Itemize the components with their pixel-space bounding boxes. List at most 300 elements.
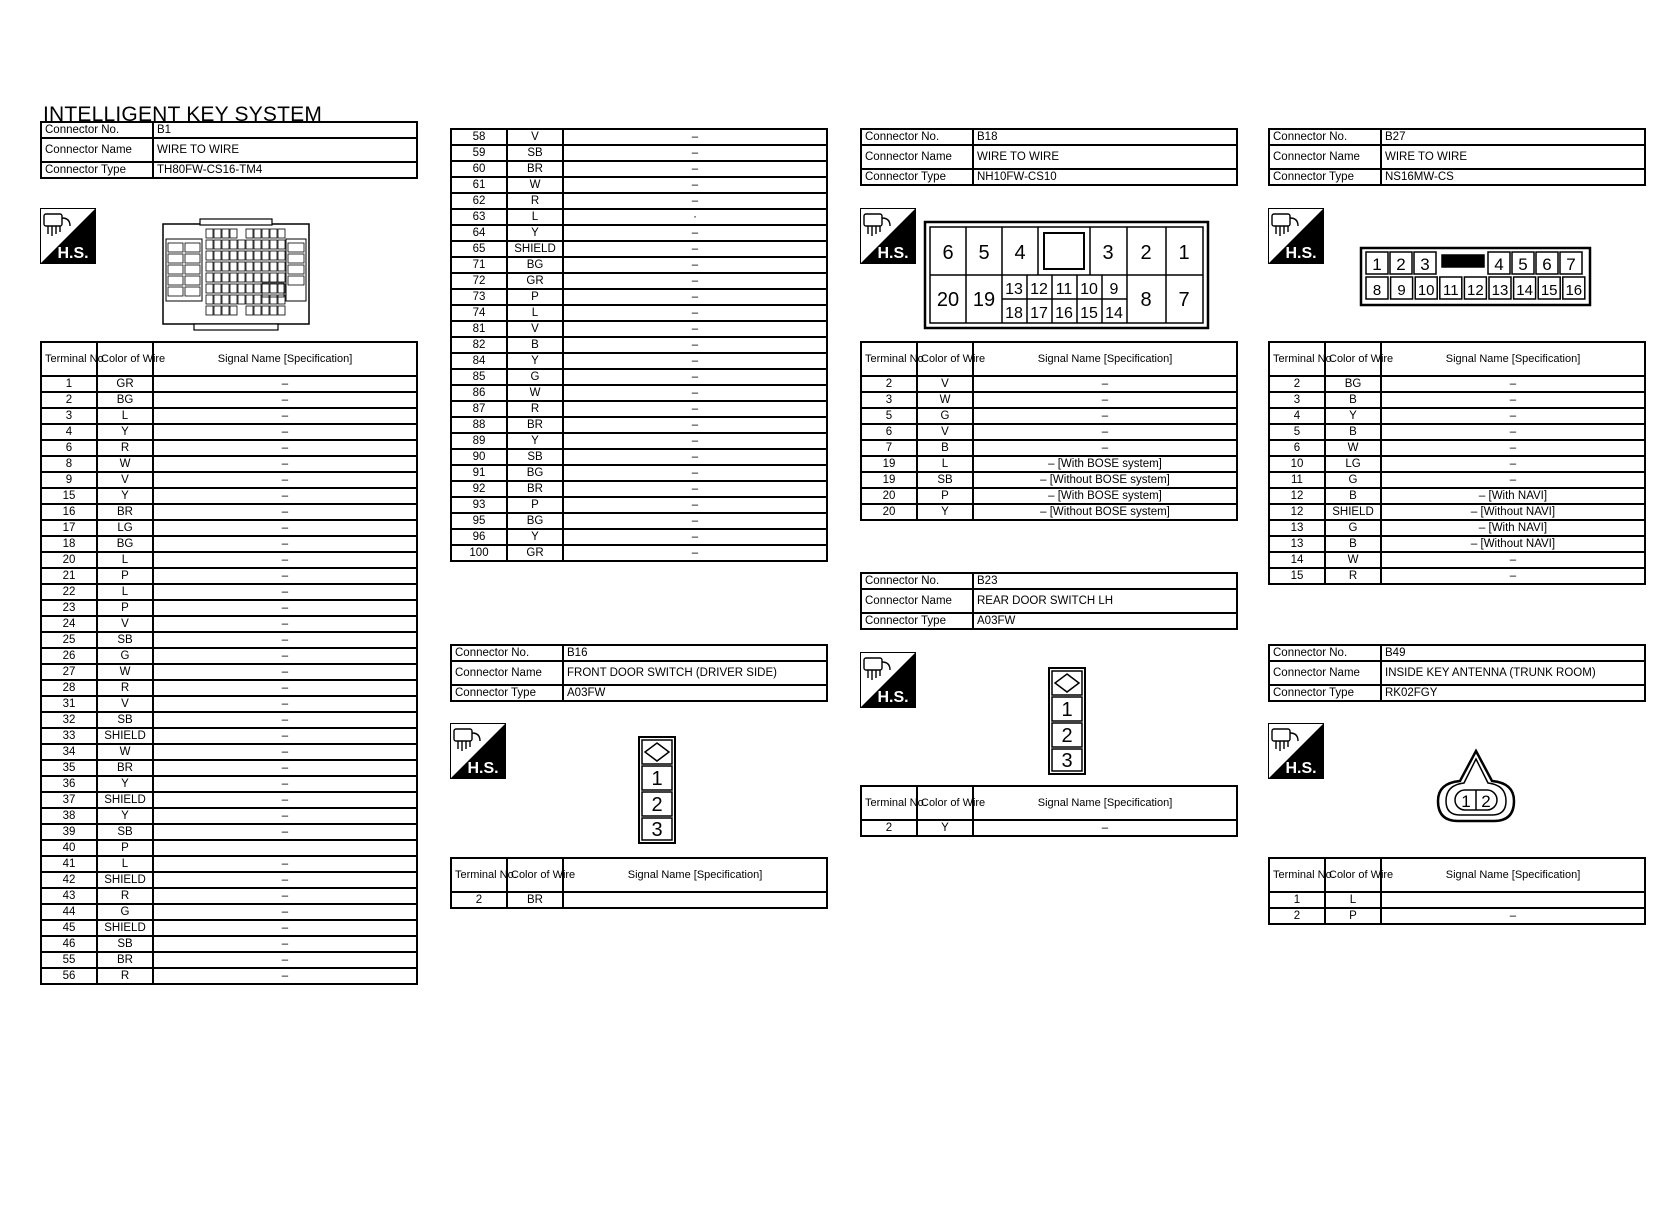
terminal-no-cell: 12	[1269, 488, 1325, 504]
wire-color-cell: W	[507, 385, 563, 401]
signal-name-cell: –	[153, 488, 417, 504]
wire-color-cell: W	[507, 177, 563, 193]
signal-name-cell: –	[153, 376, 417, 392]
terminal-no-cell: 28	[41, 680, 97, 696]
pin-label: 5	[1518, 255, 1528, 274]
wire-color-cell: SB	[507, 145, 563, 161]
terminal-no-cell: 35	[41, 760, 97, 776]
terminal-no-cell: 8	[41, 456, 97, 472]
hs-icon	[40, 208, 96, 264]
terminal-no-cell: 95	[451, 513, 507, 529]
signal-name-cell: –	[1381, 908, 1645, 924]
wire-color-cell: SHIELD	[97, 728, 153, 744]
terminal-no-cell: 37	[41, 792, 97, 808]
wire-color-cell: P	[507, 289, 563, 305]
wire-color-cell: L	[507, 305, 563, 321]
table-row	[41, 760, 417, 776]
color-of-wire-header: Color of Wire	[507, 858, 563, 892]
connector-b23-face	[1048, 667, 1088, 777]
wire-color-cell: L	[97, 584, 153, 600]
terminal-no-cell: 2	[41, 392, 97, 408]
table-row	[41, 840, 417, 856]
terminal-no-cell: 85	[451, 369, 507, 385]
terminal-no-header: Terminal No.	[861, 786, 917, 820]
connector-b18	[860, 128, 1238, 186]
wire-color-cell: L	[97, 856, 153, 872]
terminal-no-cell: 61	[451, 177, 507, 193]
signal-name-cell: –	[153, 408, 417, 424]
wire-color-cell: L	[1325, 892, 1381, 908]
connector-name-value: WIRE TO WIRE	[1381, 145, 1645, 169]
wire-color-cell: R	[507, 193, 563, 209]
signal-name-header: Signal Name [Specification]	[1381, 858, 1645, 892]
terminal-no-cell: 4	[41, 424, 97, 440]
table-row	[1269, 488, 1645, 504]
table-row	[451, 145, 827, 161]
table-row	[41, 904, 417, 920]
table-row	[451, 892, 827, 908]
wire-color-cell: G	[97, 904, 153, 920]
signal-name-cell: –	[563, 417, 827, 433]
b1-cont-pin-rows	[451, 129, 827, 561]
connector-no-label: Connector No.	[1269, 129, 1381, 145]
signal-name-cell: –	[153, 696, 417, 712]
pin-label: 6	[942, 242, 954, 264]
table-row	[861, 820, 1237, 836]
terminal-no-cell: 17	[41, 520, 97, 536]
table-row	[451, 417, 827, 433]
wire-color-cell: BG	[97, 536, 153, 552]
terminal-no-cell: 21	[41, 568, 97, 584]
table-row	[861, 488, 1237, 504]
terminal-no-header: Terminal No.	[861, 342, 917, 376]
connector-name-value: WIRE TO WIRE	[153, 138, 417, 162]
signal-name-cell: –	[153, 568, 417, 584]
table-row	[41, 424, 417, 440]
table-row	[41, 584, 417, 600]
connector-b1-header	[40, 121, 418, 179]
connector-no-label: Connector No.	[861, 573, 973, 589]
connector-name-label: Connector Name	[451, 661, 563, 685]
table-row	[41, 632, 417, 648]
table-row	[451, 129, 827, 145]
table-row	[41, 792, 417, 808]
signal-name-cell: – [Without BOSE system]	[973, 472, 1237, 488]
table-row	[1269, 504, 1645, 520]
terminal-no-cell: 100	[451, 545, 507, 561]
wire-color-cell: BG	[507, 513, 563, 529]
signal-name-cell: –	[1381, 408, 1645, 424]
wire-color-cell: G	[97, 648, 153, 664]
connector-type-label: Connector Type	[1269, 169, 1381, 185]
color-of-wire-header: Color of Wire	[917, 786, 973, 820]
wire-color-cell: SB	[507, 449, 563, 465]
signal-name-cell: –	[153, 392, 417, 408]
signal-name-cell: –	[153, 712, 417, 728]
terminal-no-cell: 74	[451, 305, 507, 321]
hs-icon	[1268, 208, 1324, 264]
terminal-no-cell: 2	[1269, 376, 1325, 392]
pin-label: 8	[1372, 282, 1382, 299]
signal-name-cell: –	[153, 616, 417, 632]
wire-color-cell: W	[917, 392, 973, 408]
table-row	[861, 424, 1237, 440]
wire-color-cell: SB	[97, 824, 153, 840]
terminal-no-cell: 9	[41, 472, 97, 488]
pin-label: 2	[1396, 255, 1406, 274]
terminal-no-cell: 89	[451, 433, 507, 449]
signal-name-cell: –	[563, 177, 827, 193]
wire-color-cell: V	[917, 424, 973, 440]
table-row	[451, 481, 827, 497]
terminal-no-cell: 13	[1269, 520, 1325, 536]
terminal-no-cell: 15	[41, 488, 97, 504]
wire-color-cell: SB	[97, 712, 153, 728]
signal-name-cell: –	[153, 936, 417, 952]
color-of-wire-header: Color of Wire	[97, 342, 153, 376]
signal-name-cell: –	[563, 465, 827, 481]
signal-name-cell: –	[153, 520, 417, 536]
signal-name-cell	[153, 840, 417, 856]
terminal-no-cell: 2	[1269, 908, 1325, 924]
signal-name-cell: –	[153, 872, 417, 888]
wire-color-cell: Y	[507, 353, 563, 369]
terminal-no-cell: 36	[41, 776, 97, 792]
signal-name-cell: –	[153, 440, 417, 456]
signal-name-cell: –	[563, 401, 827, 417]
terminal-no-cell: 32	[41, 712, 97, 728]
wire-color-cell: V	[97, 696, 153, 712]
signal-name-cell	[1381, 892, 1645, 908]
b27-pin-rows	[1269, 342, 1645, 584]
pin-label: 6	[1542, 255, 1552, 274]
pin-label: 3	[1061, 750, 1073, 772]
signal-name-cell: –	[1381, 472, 1645, 488]
terminal-no-cell: 6	[861, 424, 917, 440]
hs-icon	[450, 723, 506, 779]
wire-color-cell: BG	[507, 465, 563, 481]
pin-label: 9	[1109, 281, 1119, 298]
signal-name-cell: –	[563, 289, 827, 305]
table-row	[41, 488, 417, 504]
table-row	[451, 289, 827, 305]
wire-color-cell: Y	[507, 529, 563, 545]
wire-color-cell: V	[507, 129, 563, 145]
pin-label: 8	[1140, 289, 1152, 311]
pin-label: 18	[1005, 305, 1023, 322]
wire-color-cell: W	[1325, 440, 1381, 456]
table-row	[1269, 568, 1645, 584]
signal-name-cell: –	[153, 968, 417, 984]
terminal-no-cell: 2	[861, 376, 917, 392]
terminal-no-cell: 16	[41, 504, 97, 520]
pin-label: 5	[978, 242, 990, 264]
signal-name-cell: –	[153, 952, 417, 968]
terminal-no-cell: 27	[41, 664, 97, 680]
table-row	[41, 456, 417, 472]
pin-label: 15	[1540, 282, 1558, 299]
terminal-no-cell: 10	[1269, 456, 1325, 472]
table-row	[41, 504, 417, 520]
wire-color-cell: B	[507, 337, 563, 353]
signal-name-cell: –	[153, 456, 417, 472]
signal-name-cell: – [With BOSE system]	[973, 456, 1237, 472]
terminal-no-header: Terminal No.	[1269, 858, 1325, 892]
terminal-no-header: Terminal No.	[41, 342, 97, 376]
terminal-no-cell: 55	[41, 952, 97, 968]
terminal-no-header: Terminal No.	[451, 858, 507, 892]
connector-type-label: Connector Type	[41, 162, 153, 178]
table-row	[451, 273, 827, 289]
signal-name-cell: –	[563, 305, 827, 321]
table-row	[861, 440, 1237, 456]
terminal-no-cell: 88	[451, 417, 507, 433]
hs-label: H.S.	[1285, 760, 1317, 777]
wire-color-cell: W	[97, 744, 153, 760]
signal-name-cell: –	[153, 904, 417, 920]
signal-name-header: Signal Name [Specification]	[973, 342, 1237, 376]
wire-color-cell: W	[97, 664, 153, 680]
terminal-no-cell: 41	[41, 856, 97, 872]
connector-name-label: Connector Name	[41, 138, 153, 162]
terminal-no-cell: 93	[451, 497, 507, 513]
wire-color-cell: SHIELD	[97, 792, 153, 808]
pin-label: 19	[972, 289, 996, 311]
wire-color-cell: BR	[97, 952, 153, 968]
table-row	[41, 664, 417, 680]
connector-b1-pin-table	[40, 341, 418, 985]
terminal-no-cell: 86	[451, 385, 507, 401]
connector-type-value: A03FW	[563, 685, 827, 701]
table-row	[1269, 908, 1645, 924]
connector-no-label: Connector No.	[451, 645, 563, 661]
table-row	[41, 856, 417, 872]
connector-no-value: B18	[973, 129, 1237, 145]
pin-label: 2	[1140, 242, 1152, 264]
signal-name-header: Signal Name [Specification]	[153, 342, 417, 376]
terminal-no-cell: 31	[41, 696, 97, 712]
table-row	[451, 193, 827, 209]
signal-name-cell: –	[153, 744, 417, 760]
pin-label: 4	[1494, 255, 1504, 274]
signal-name-cell: –	[563, 481, 827, 497]
b49-pin-rows	[1269, 858, 1645, 924]
signal-name-cell: –	[1381, 376, 1645, 392]
signal-name-cell: –	[563, 497, 827, 513]
terminal-no-cell: 2	[451, 892, 507, 908]
wire-color-cell: SHIELD	[507, 241, 563, 257]
connector-b27	[1268, 128, 1646, 186]
wire-color-cell: P	[917, 488, 973, 504]
pin-label: 15	[1080, 305, 1098, 322]
b18-pin-rows	[861, 342, 1237, 520]
terminal-no-cell: 65	[451, 241, 507, 257]
table-row	[451, 225, 827, 241]
signal-name-cell: –	[1381, 424, 1645, 440]
table-row	[451, 337, 827, 353]
table-row	[451, 545, 827, 561]
connector-type-value: NH10FW-CS10	[973, 169, 1237, 185]
wire-color-cell: Y	[97, 488, 153, 504]
table-row	[1269, 440, 1645, 456]
terminal-no-cell: 38	[41, 808, 97, 824]
signal-name-cell: –	[153, 920, 417, 936]
terminal-no-cell: 34	[41, 744, 97, 760]
table-row	[861, 392, 1237, 408]
table-row	[41, 696, 417, 712]
wire-color-cell: G	[1325, 472, 1381, 488]
wire-color-cell: SB	[97, 936, 153, 952]
terminal-no-cell: 46	[41, 936, 97, 952]
pin-label: 12	[1030, 281, 1048, 298]
terminal-no-cell: 11	[1269, 472, 1325, 488]
table-row	[861, 456, 1237, 472]
wire-color-cell: R	[97, 888, 153, 904]
wire-color-cell: L	[507, 209, 563, 225]
terminal-no-cell: 62	[451, 193, 507, 209]
wire-color-cell: GR	[507, 273, 563, 289]
wire-color-cell: SHIELD	[97, 872, 153, 888]
wire-color-cell: L	[917, 456, 973, 472]
connector-name-label: Connector Name	[1269, 661, 1381, 685]
signal-name-cell: –	[563, 145, 827, 161]
signal-name-cell: –	[563, 545, 827, 561]
table-row	[861, 472, 1237, 488]
terminal-no-cell: 3	[1269, 392, 1325, 408]
table-row	[41, 936, 417, 952]
table-row	[451, 465, 827, 481]
terminal-no-cell: 84	[451, 353, 507, 369]
page-title: INTELLIGENT KEY SYSTEM	[43, 103, 323, 126]
signal-name-cell: –	[973, 392, 1237, 408]
signal-name-cell: –	[153, 664, 417, 680]
terminal-no-cell: 42	[41, 872, 97, 888]
wire-color-cell: Y	[97, 424, 153, 440]
wire-color-cell: V	[97, 616, 153, 632]
table-row	[451, 401, 827, 417]
connector-b1-pin-table-cont	[450, 128, 828, 562]
connector-no-label: Connector No.	[1269, 645, 1381, 661]
terminal-no-cell: 39	[41, 824, 97, 840]
terminal-no-cell: 15	[1269, 568, 1325, 584]
wire-color-cell: BR	[507, 481, 563, 497]
terminal-no-cell: 96	[451, 529, 507, 545]
wire-color-cell: B	[1325, 424, 1381, 440]
hs-label: H.S.	[57, 245, 89, 262]
connector-type-label: Connector Type	[861, 613, 973, 629]
pin-label: 16	[1565, 282, 1583, 299]
terminal-no-cell: 12	[1269, 504, 1325, 520]
wire-color-cell: LG	[1325, 456, 1381, 472]
wire-color-cell: V	[97, 472, 153, 488]
wire-color-cell: Y	[917, 504, 973, 520]
wire-color-cell: P	[507, 497, 563, 513]
terminal-no-cell: 22	[41, 584, 97, 600]
table-row	[41, 648, 417, 664]
terminal-no-cell: 5	[861, 408, 917, 424]
terminal-no-cell: 1	[41, 376, 97, 392]
connector-type-value: NS16MW-CS	[1381, 169, 1645, 185]
table-row	[451, 513, 827, 529]
connector-name-value: INSIDE KEY ANTENNA (TRUNK ROOM)	[1381, 661, 1645, 685]
signal-name-cell: –	[563, 321, 827, 337]
signal-name-cell: – [Without NAVI]	[1381, 504, 1645, 520]
table-row	[41, 536, 417, 552]
terminal-no-cell: 72	[451, 273, 507, 289]
pin-label: 3	[1102, 242, 1114, 264]
terminal-no-header: Terminal No.	[1269, 342, 1325, 376]
terminal-no-cell: 58	[451, 129, 507, 145]
connector-name-label: Connector Name	[861, 589, 973, 613]
terminal-no-cell: 18	[41, 536, 97, 552]
signal-name-cell: –	[153, 728, 417, 744]
terminal-no-cell: 25	[41, 632, 97, 648]
terminal-no-cell: 91	[451, 465, 507, 481]
signal-name-cell: –	[153, 504, 417, 520]
hs-label: H.S.	[1285, 245, 1317, 262]
signal-name-cell: –	[153, 824, 417, 840]
signal-name-cell: ·	[563, 209, 827, 225]
pin-label: 1	[1061, 699, 1073, 721]
table-row	[451, 241, 827, 257]
pin-label: 1	[1372, 255, 1382, 274]
connector-b49	[1268, 644, 1646, 702]
connector-no-value: B16	[563, 645, 827, 661]
table-row	[41, 408, 417, 424]
table-row	[451, 449, 827, 465]
connector-no-value: B23	[973, 573, 1237, 589]
terminal-no-cell: 82	[451, 337, 507, 353]
wire-color-cell: Y	[97, 808, 153, 824]
table-row	[41, 392, 417, 408]
terminal-no-cell: 63	[451, 209, 507, 225]
connector-b27-face	[1360, 247, 1592, 309]
signal-name-cell: – [Without BOSE system]	[973, 504, 1237, 520]
connector-no-label: Connector No.	[41, 122, 153, 138]
connector-type-value: RK02FGY	[1381, 685, 1645, 701]
terminal-no-cell: 24	[41, 616, 97, 632]
signal-name-cell: –	[563, 257, 827, 273]
table-row	[41, 776, 417, 792]
wire-color-cell: Y	[507, 433, 563, 449]
terminal-no-cell: 5	[1269, 424, 1325, 440]
pin-label: 7	[1178, 289, 1190, 311]
signal-name-cell: –	[153, 888, 417, 904]
signal-name-cell: –	[1381, 392, 1645, 408]
signal-name-cell: –	[563, 449, 827, 465]
signal-name-cell: –	[563, 369, 827, 385]
signal-name-cell: –	[153, 680, 417, 696]
pin-label: 1	[1461, 792, 1471, 811]
terminal-no-cell: 56	[41, 968, 97, 984]
signal-name-cell: –	[563, 529, 827, 545]
wire-color-cell: W	[1325, 552, 1381, 568]
wire-color-cell: R	[97, 440, 153, 456]
connector-b16-pin-table	[450, 857, 828, 909]
terminal-no-cell: 14	[1269, 552, 1325, 568]
wire-color-cell: Y	[1325, 408, 1381, 424]
terminal-no-cell: 60	[451, 161, 507, 177]
terminal-no-cell: 19	[861, 456, 917, 472]
wire-color-cell: V	[917, 376, 973, 392]
connector-type-label: Connector Type	[1269, 685, 1381, 701]
pin-label: 10	[1417, 282, 1435, 299]
signal-name-header: Signal Name [Specification]	[973, 786, 1237, 820]
wire-color-cell: BR	[507, 892, 563, 908]
pin-label: 2	[651, 794, 663, 816]
terminal-no-cell: 20	[861, 488, 917, 504]
signal-name-cell: –	[153, 856, 417, 872]
